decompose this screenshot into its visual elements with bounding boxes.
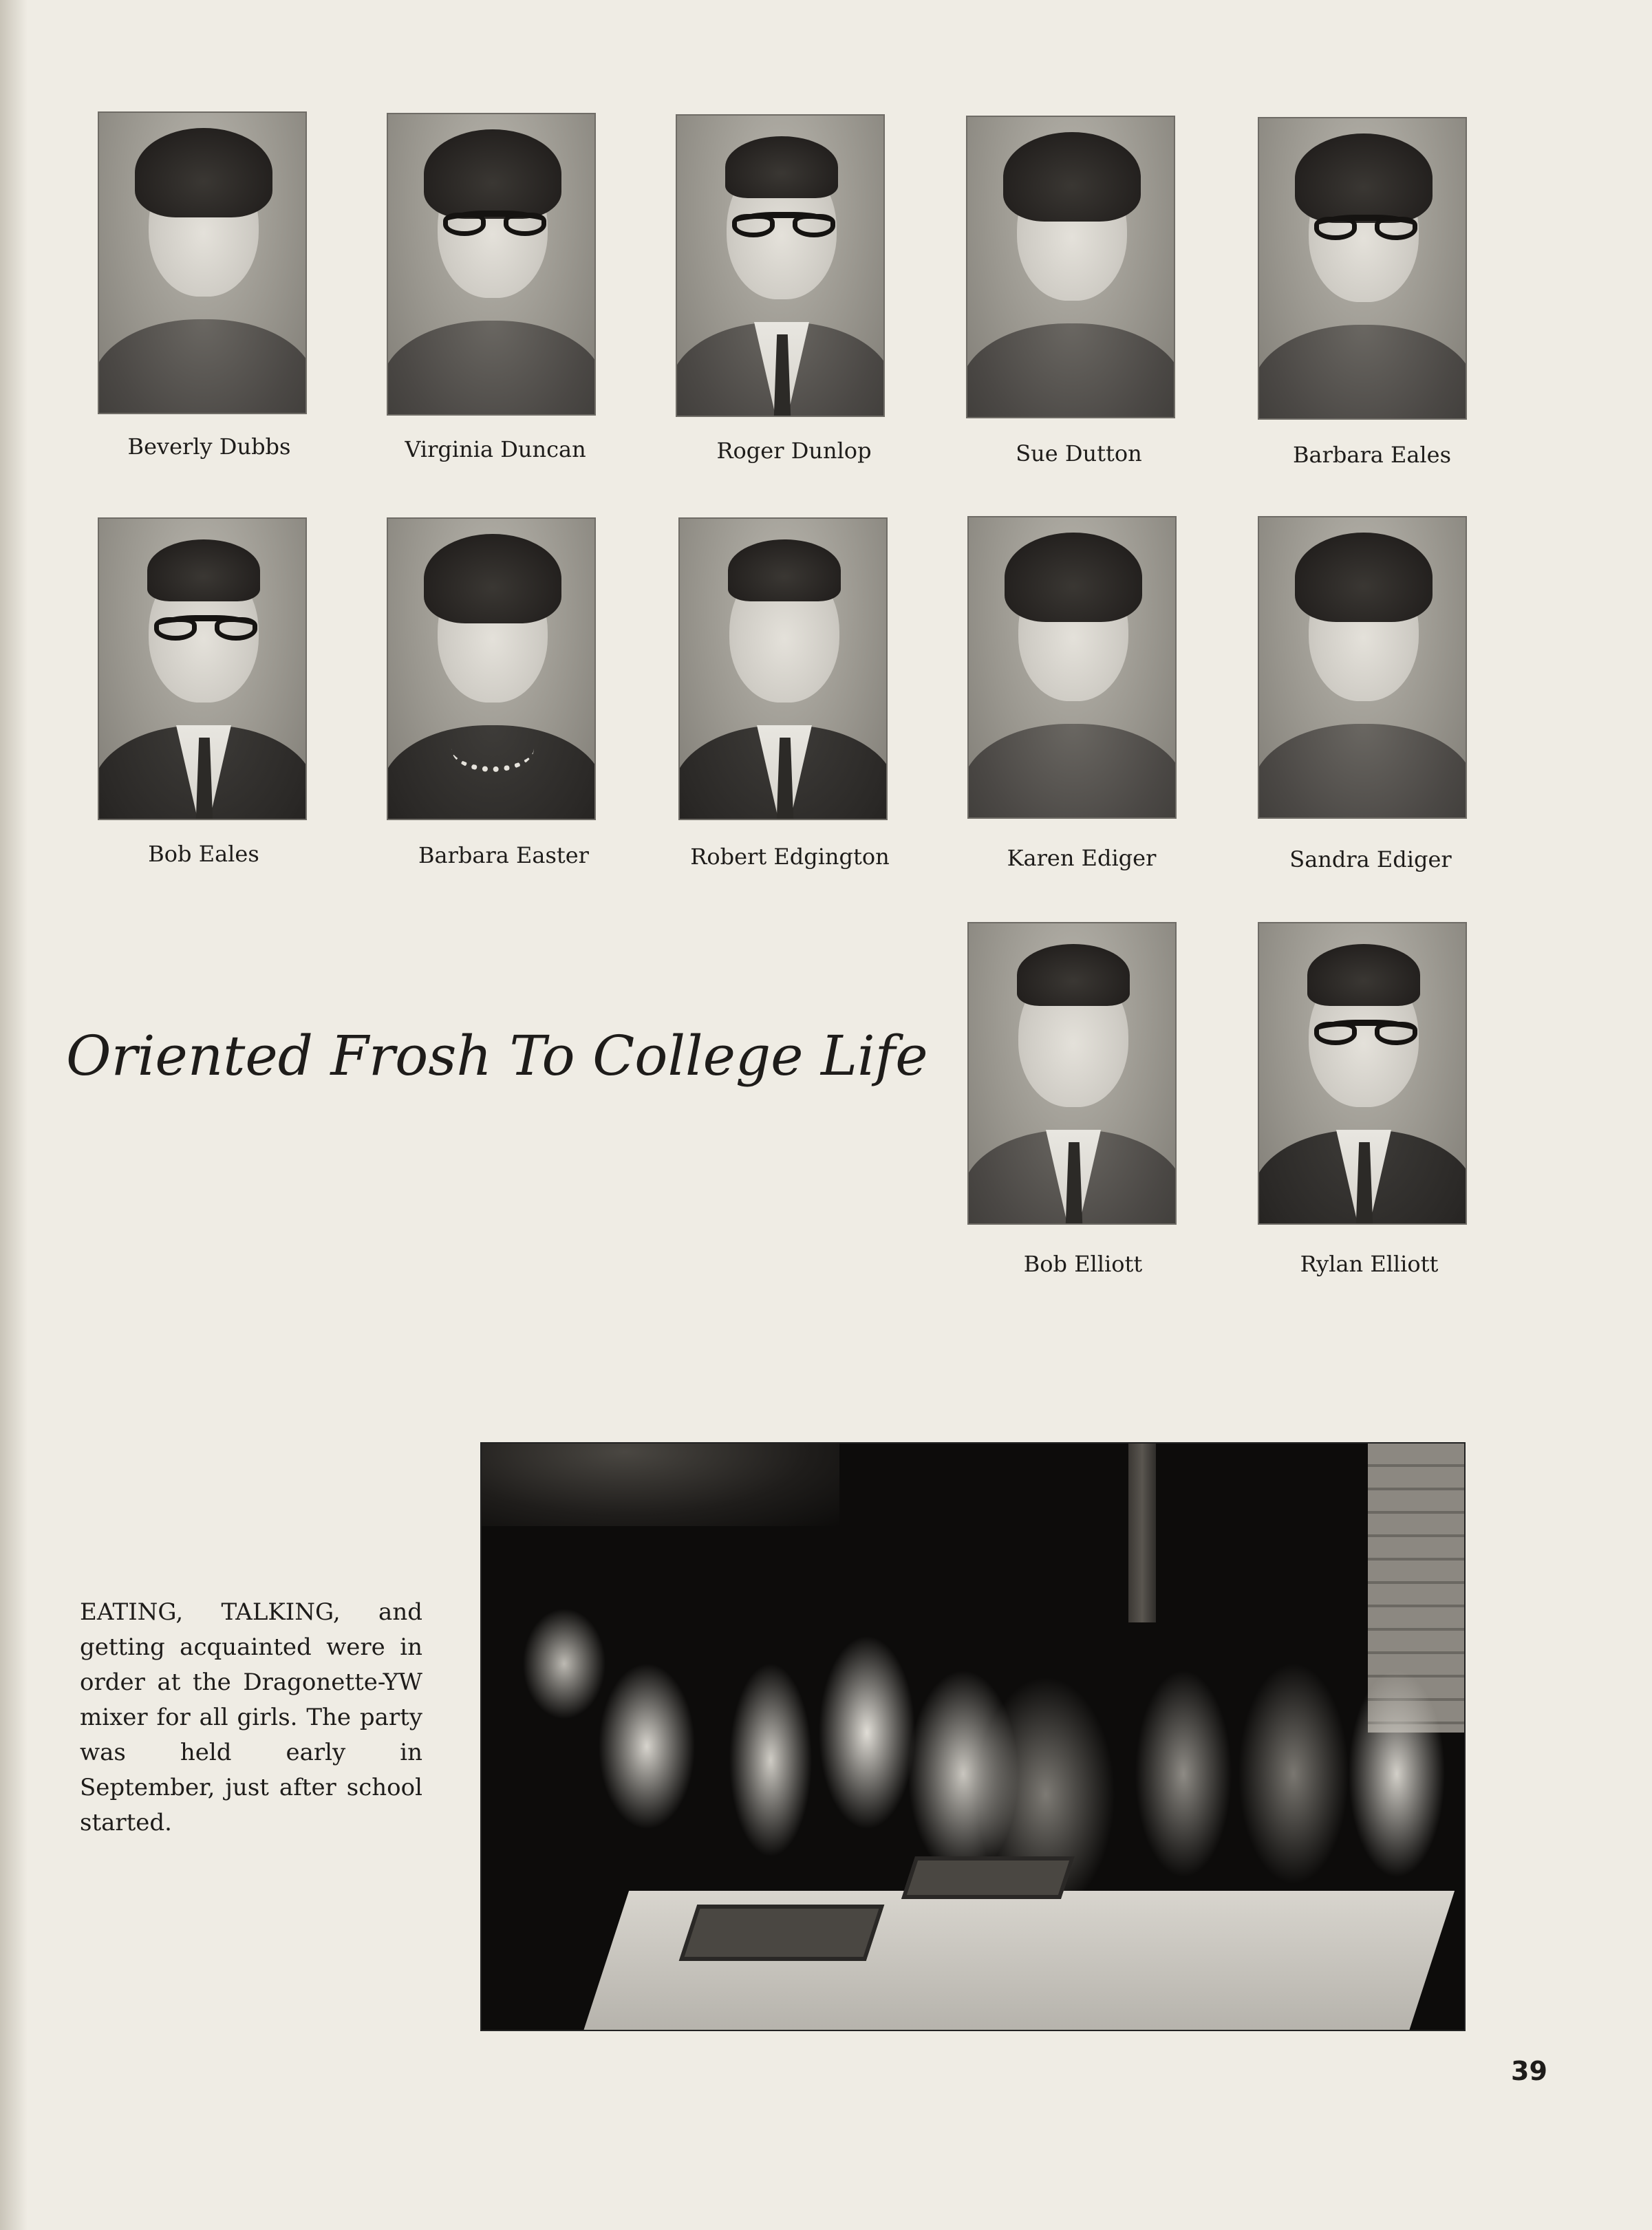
portrait-caption: Bob Eales xyxy=(148,841,259,867)
portrait-caption: Beverly Dubbs xyxy=(127,433,291,460)
page-headline: Oriented Frosh To College Life xyxy=(66,1024,928,1088)
party-photo xyxy=(480,1442,1466,2031)
portrait-caption: Bob Elliott xyxy=(1023,1251,1143,1277)
portrait-photo xyxy=(678,517,888,820)
portrait-photo xyxy=(967,922,1177,1225)
portrait-photo xyxy=(1258,922,1467,1225)
portrait-caption: Barbara Eales xyxy=(1292,442,1452,468)
portrait-photo xyxy=(387,113,596,416)
portrait-caption: Robert Edgington xyxy=(690,844,890,870)
portrait-caption: Roger Dunlop xyxy=(716,438,872,464)
portrait-caption: Virginia Duncan xyxy=(405,436,586,462)
portrait-photo xyxy=(98,517,307,820)
page-number: 39 xyxy=(1511,2056,1547,2086)
portrait-photo xyxy=(967,516,1177,819)
portrait-photo xyxy=(1258,516,1467,819)
portrait-caption: Karen Ediger xyxy=(1007,845,1157,871)
portrait-photo xyxy=(966,116,1175,418)
page-gutter-shadow xyxy=(0,0,28,2230)
portrait-caption: Sandra Ediger xyxy=(1289,846,1452,872)
portrait-photo xyxy=(98,111,307,414)
portrait-caption: Sue Dutton xyxy=(1016,440,1142,467)
portrait-photo xyxy=(676,114,885,417)
portrait-photo xyxy=(387,517,596,820)
portrait-caption: Barbara Easter xyxy=(418,842,589,868)
photo-caption-text: EATING, TALKING, and getting acquainted were in order at the Dragonette-YW mixer for all girls. The party was held early in September, just after school started. xyxy=(80,1598,422,1836)
portrait-photo xyxy=(1258,117,1467,420)
portrait-caption: Rylan Elliott xyxy=(1300,1251,1439,1277)
